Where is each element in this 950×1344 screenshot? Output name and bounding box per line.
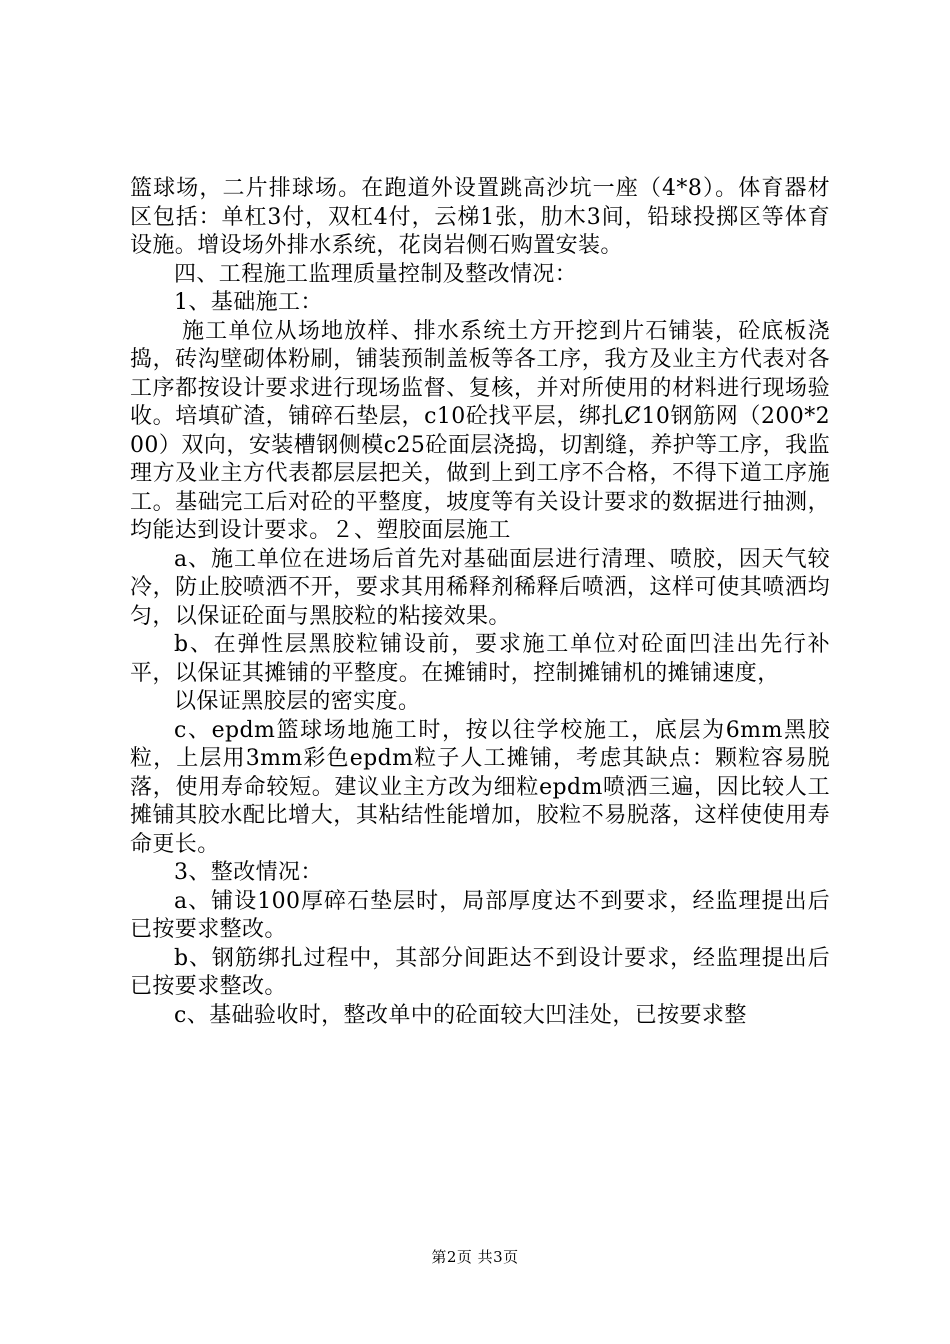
paragraph-rectification-b: b、钢筋绑扎过程中，其部分间距达不到设计要求，经监理提出后已按要求整改。 <box>130 945 830 999</box>
heading-foundation-construction: 1、基础施工： <box>174 290 323 315</box>
paragraph-foundation-details: 施工单位从场地放样、排水系统土方开挖到片石铺装，砼底板浇捣，砖沟壁砌体粉刷，铺装预制盖板等各工序，我方及业主方代表对各工序都按设计要求进行现场监督、复核，并对所使用的材料进行现场验收。培填矿渣，铺碎石垫层，c10砼找平层，绑扎Ȼ10钢筋网（200*200）双向，安装槽钢侧模c25砼面层浇捣，切割缝，养护等工序，我监理方及业主方代表都层层把关，做到上到工序不合格，不得下道工序施工。基础完工后对砼的平整度，坡度等有关设计要求的数据进行抽测，均能达到设计要求。２、塑胶面层施工 <box>130 318 830 543</box>
heading-rectification: 3、整改情况： <box>174 860 323 885</box>
document-body <box>130 175 830 1030</box>
paragraph-rectification-a: a、铺设100厚碎石垫层时，局部厚度达不到要求，经监理提出后已按要求整改。 <box>130 888 830 942</box>
paragraph-item-c-epdm: c、epdm篮球场地施工时，按以往学校施工，底层为6mm黑胶粒，上层用3mm彩色epdm粒子人工摊铺，考虑其缺点：颗粒容易脱落，使用寿命较短。建议业主方改为细粒epdm喷洒三遍，因比较人工摊铺其胶水配比增大，其粘结性能增加，胶粒不易脱落，这样使使用寿命更长。 <box>130 717 830 857</box>
page-footer: 第2页 共3页 <box>431 1248 519 1266</box>
paragraph-item-a-glue: a、施工单位在进场后首先对基础面层进行清理、喷胶，因天气较冷，防止胶喷洒不开，要求其用稀释剂稀释后喷洒，这样可使其喷洒均匀，以保证砼面与黑胶粒的粘接效果。 <box>130 546 830 629</box>
paragraph-item-b-continued: 以保证黑胶层的密实度。 <box>174 689 421 714</box>
heading-section-four: 四、工程施工监理质量控制及整改情况： <box>174 261 578 287</box>
paragraph-sports-facilities: 篮球场，二片排球场。在跑道外设置跳高沙坑一座（4*8）。体育器材区包括：单杠3付，双杠4付，云梯1张，肋木3间，铅球投掷区等体育设施。增设场外排水系统，花岗岩侧石购置安装。 <box>130 176 830 258</box>
paragraph-item-b-rubber: b、在弹性层黑胶粒铺设前，要求施工单位对砼面凹洼出先行补平，以保证其摊铺的平整度。在摊铺时，控制摊铺机的摊铺速度， <box>130 632 830 686</box>
paragraph-rectification-c: c、基础验收时，整改单中的砼面较大凹洼处，已按要求整 <box>174 1002 747 1028</box>
